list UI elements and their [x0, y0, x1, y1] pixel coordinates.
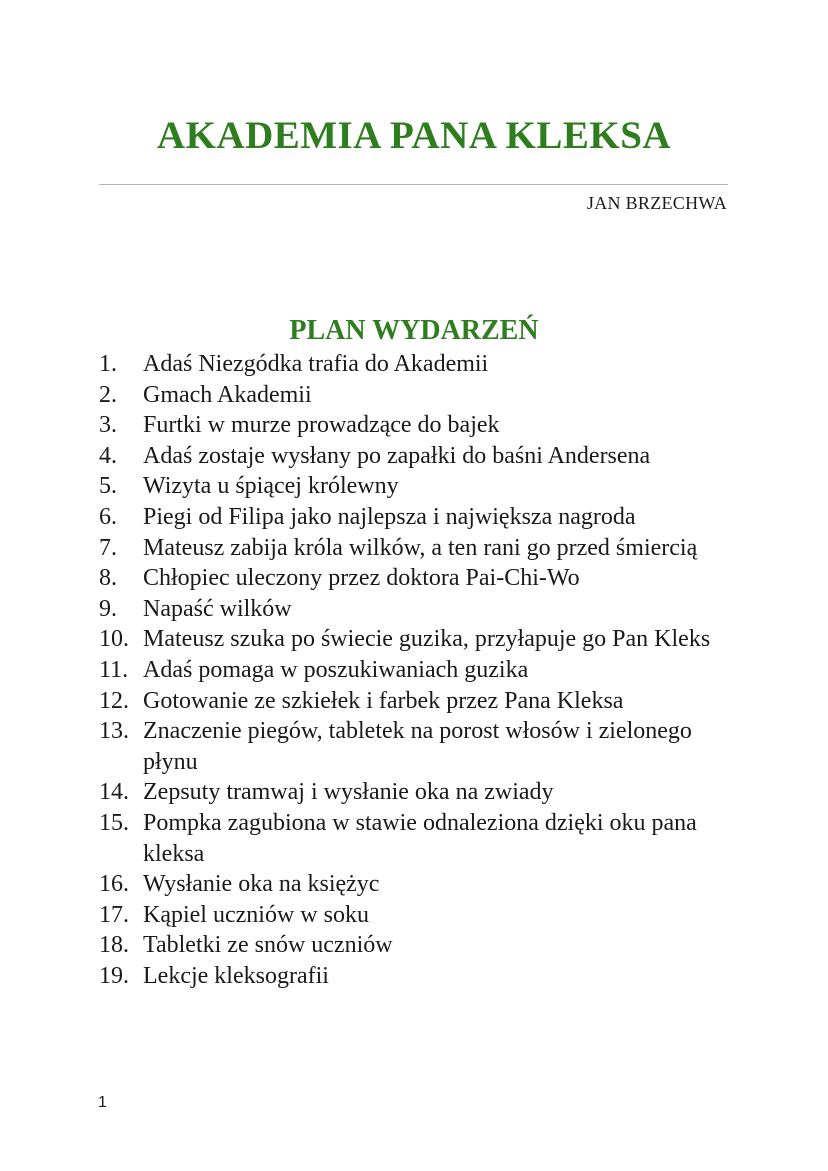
- list-item: [99, 471, 719, 502]
- list-item: [99, 533, 719, 564]
- list-item: [99, 655, 719, 686]
- list-item: [99, 441, 719, 472]
- list-item: [99, 777, 719, 808]
- list-item: [99, 930, 719, 961]
- list-item: [99, 686, 719, 717]
- list-item-text: Lekcje kleksografii: [143, 962, 329, 989]
- list-item: [99, 961, 719, 992]
- list-item: [99, 869, 719, 900]
- list-item-number: 19.: [99, 962, 129, 989]
- page-number: 1: [98, 1094, 107, 1111]
- list-item: [99, 380, 719, 411]
- list-item-number: 3.: [99, 412, 117, 439]
- events-list: [99, 349, 719, 991]
- list-item: [99, 900, 719, 931]
- list-item-number: 7.: [99, 534, 117, 561]
- list-item-number: 11.: [99, 656, 129, 683]
- list-item-number: 14.: [99, 779, 129, 806]
- list-item-text: Kąpiel uczniów w soku: [143, 901, 369, 928]
- list-item-text: Chłopiec uleczony przez doktora Pai-Chi-Wo: [143, 565, 580, 592]
- list-item-text: Pompka zagubiona w stawie odnaleziona dzięki oku pana kleksa: [143, 809, 697, 867]
- list-item-number: 15.: [99, 809, 129, 836]
- list-item-text: Adaś pomaga w poszukiwaniach guzika: [143, 656, 529, 683]
- list-item: [99, 410, 719, 441]
- list-item-number: 18.: [99, 932, 129, 959]
- list-item-number: 16.: [99, 871, 129, 898]
- list-item: [99, 349, 719, 380]
- list-item: [99, 624, 719, 655]
- list-item-text: Zepsuty tramwaj i wysłanie oka na zwiady: [143, 779, 554, 806]
- list-item: [99, 502, 719, 533]
- list-item-number: 10.: [99, 626, 129, 653]
- list-item-text: Mateusz szuka po świecie guzika, przyłapuje go Pan Kleks: [143, 626, 711, 653]
- list-item-text: Wizyta u śpiącej królewny: [143, 473, 399, 500]
- list-item-text: Napaść wilków: [143, 595, 292, 622]
- author-name: JAN BRZECHWA: [586, 193, 727, 213]
- list-item-number: 1.: [99, 351, 117, 377]
- list-item-text: Wysłanie oka na księżyc: [143, 871, 380, 898]
- list-item-text: Tabletki ze snów uczniów: [143, 932, 393, 959]
- list-item-text: Adaś zostaje wysłany po zapałki do baśni Andersena: [143, 442, 651, 469]
- list-item-text: Furtki w murze prowadzące do bajek: [143, 412, 500, 439]
- list-item: [99, 808, 719, 869]
- list-item-number: 4.: [99, 442, 117, 469]
- list-item-number: 9.: [99, 595, 117, 622]
- list-item-text: Gmach Akademii: [143, 381, 312, 408]
- list-item-text: Adaś Niezgódka trafia do Akademii: [143, 351, 489, 377]
- list-item-text: Gotowanie ze szkiełek i farbek przez Pana Kleksa: [143, 687, 624, 714]
- list-item-number: 12.: [99, 687, 129, 714]
- title-divider: [99, 184, 728, 185]
- list-item-number: 5.: [99, 473, 117, 500]
- list-item-number: 13.: [99, 718, 129, 745]
- list-item-text: Mateusz zabija króla wilków, a ten rani go przed śmiercią: [143, 534, 698, 561]
- list-item: [99, 716, 719, 777]
- list-item-text: Znaczenie piegów, tabletek na porost włosów i zielonego płynu: [143, 718, 692, 775]
- list-item-number: 6.: [99, 503, 117, 530]
- list-item-number: 17.: [99, 901, 129, 928]
- list-item: [99, 563, 719, 594]
- list-item-number: 8.: [99, 565, 117, 592]
- document-title: AKADEMIA PANA KLEKSA: [156, 114, 672, 157]
- section-heading: PLAN WYDARZEŃ: [289, 315, 539, 346]
- list-item-text: Piegi od Filipa jako najlepsza i największa nagroda: [143, 503, 636, 530]
- list-item: [99, 594, 719, 625]
- list-item-number: 2.: [99, 381, 117, 408]
